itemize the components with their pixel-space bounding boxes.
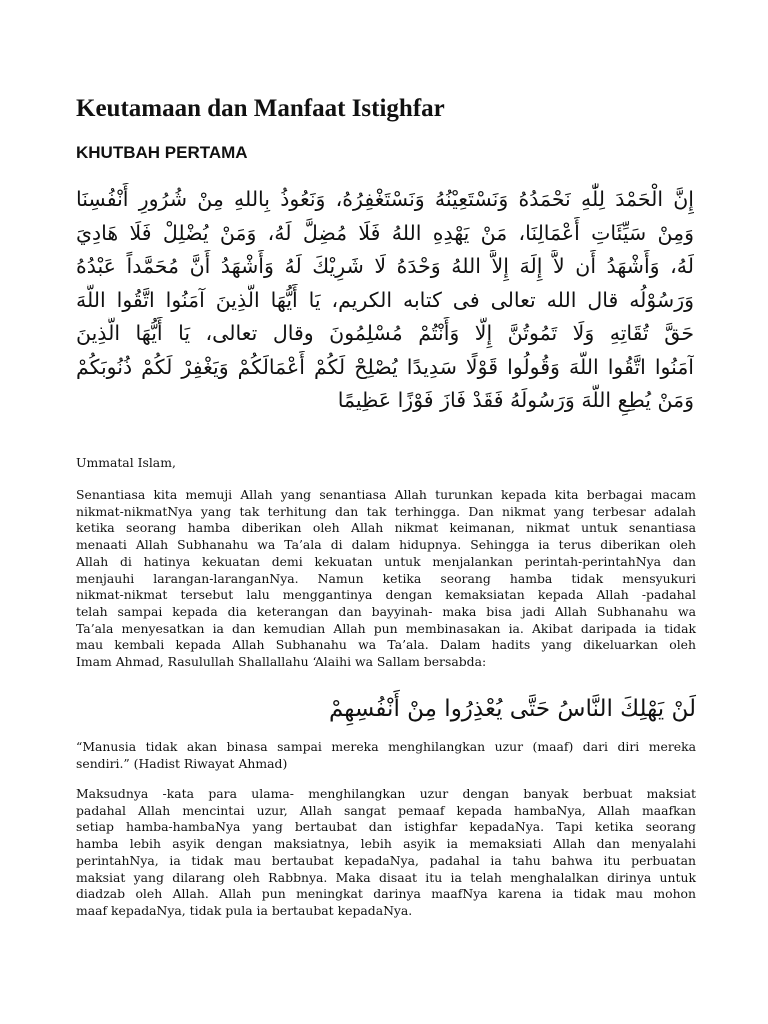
paragraph-line: ketika seorang hamba diberikan oleh Allah nikmat keimanan, nikmat untuk senantiasa [76,520,696,536]
paragraph-explanation [76,786,696,920]
paragraph-line: mau kembali kepada Allah Subhanahu wa Ta’ala. Dalam hadits yang dikeluarkan oleh [76,637,696,653]
paragraph-line: Maksudnya -kata para ulama- menghilangkan uzur dengan banyak berbuat maksiat [76,786,696,801]
hadith-arabic: لَنْ يَهْلِكَ النَّاسُ حَتَّى يُعْذِرُوا مِنْ أَنْفُسِهِمْ [329,696,696,722]
arabic-line: وَرَسُوْلُه قال الله تعالى فى كتابه الكريم، يَا أَيُّهَا الَّذِينَ آمَنُوا اتَّقُوا اللَّهَ [76,287,694,312]
paragraph-intro [76,487,696,671]
translation-line: “Manusia tidak akan binasa sampai mereka menghilangkan uzur (maaf) dari diri mereka [76,739,696,754]
paragraph-line: menjauhi larangan-laranganNya. Namun ketika seorang hamba tidak mensyukuri [76,570,696,586]
arabic-line: لَهُ، وَأَشْهَدُ أَن لاَّ إِلَهَ إِلاَّ اللهُ وَحْدَهُ لَا شَرِيْكَ لَهُ وَأَشْهَدُ أَنَّ مُحَمَّداً عَبْدُهُ [76,254,694,278]
document-title: Keutamaan dan Manfaat Istighfar [76,95,445,122]
arabic-line: إِنَّ الْحَمْدَ لِلّٰهِ نَحْمَدُهُ وَنَسْتَعِيْنُهُ وَنَسْتَغْفِرُهُ، وَنَعُوذُ بِاللهِ مِنْ شُرُورِ أَنْفُسِنَا [76,187,694,211]
translation-line: sendiri.” (Hadist Riwayat Ahmad) [76,755,288,771]
paragraph-line: diadzab oleh Allah. Allah pun meningkat darinya maafNya karena ia tidak mau mohon [76,886,696,902]
arabic-line: وَمَنْ يُطِعِ اللَّهَ وَرَسُولَهُ فَقَدْ فَازَ فَوْزًا عَظِيمًا [337,388,694,412]
paragraph-line: nikmat-nikmat tersebut lalu menggantinya dengan kemaksiatan kepada Allah -padahal [76,587,696,603]
arabic-line: حَقَّ تُقَاتِهِ وَلَا تَمُوتُنَّ إِلَّا وَأَنْتُمْ مُسْلِمُونَ وقال تعالى، يَا أَيُّهَا الَّذِينَ [76,321,694,345]
paragraph-line: Ta’ala menyesatkan ia dan kemudian Allah pun membinasakan ia. Akibat daripada ia tidak [76,620,696,636]
paragraph-line: telah sampai kepada dia keterangan dan bayyinah- maka bisa jadi Allah Subhanahu wa [76,603,696,619]
paragraph-line: Senantiasa kita memuji Allah yang senantiasa Allah turunkan kepada kita berbagai macam [76,487,696,502]
paragraph-line: nikmat-nikmatNya yang tak terhitung dan tak terhingga. Dan nikmat yang terbesar adalah [76,503,696,519]
paragraph-line: perintahNya, ia tidak mau bertaubat kepadaNya, padahal ia tahu bahwa itu perbuatan [76,852,696,868]
paragraph-line: menaati Allah Subhanahu wa Ta’ala di dalam hidupnya. Sehingga ia terus diberikan oleh [76,537,696,553]
paragraph-line: Allah di hatinya kekuatan demi kekuatan untuk menjalankan perintah-perintahNya dan [76,553,696,569]
paragraph-line: setiap hamba-hambaNya yang bertaubat dan istighfar kepadaNya. Tapi ketika seorang [76,819,696,835]
hadith-translation [76,739,696,772]
arabic-line: وَمِنْ سَيِّئَاتِ أَعْمَالِنَا، مَنْ يَهْدِهِ اللهُ فَلَا مُضِلَّ لَهُ، وَمَنْ يُضْلِلْ فَلَا هَادِيَ [76,220,694,245]
paragraph-line: hamba lebih asyik dengan maksiatnya, lebih asyik ia memaksiati Allah dan menyalahi [76,836,696,852]
paragraph-line: maksiat yang dilarang oleh Rabbnya. Maka disaat itu ia telah menghalalkan dirinya untuk [76,869,696,885]
arabic-opening-prayer [76,183,694,418]
paragraph-line: padahal Allah mencintai uzur, Allah sangat pemaaf kepada hambaNya, Allah maafkan [76,802,696,818]
greeting: Ummatal Islam, [76,455,176,470]
paragraph-line: Imam Ahmad, Rasulullah Shallallahu ‘Alaihi wa Sallam bersabda: [76,654,487,670]
section-heading: KHUTBAH PERTAMA [76,143,248,162]
paragraph-line: maaf kepadaNya, tidak pula ia bertaubat kepadaNya. [76,902,413,918]
arabic-line: آمَنُوا اتَّقُوا اللَّهَ وَقُولُوا قَوْلًا سَدِيدًا يُصْلِحْ لَكُمْ أَعْمَالَكُمْ وَيَغْفِرْ لَكُمْ ذُنُوبَكُمْ [76,354,694,379]
